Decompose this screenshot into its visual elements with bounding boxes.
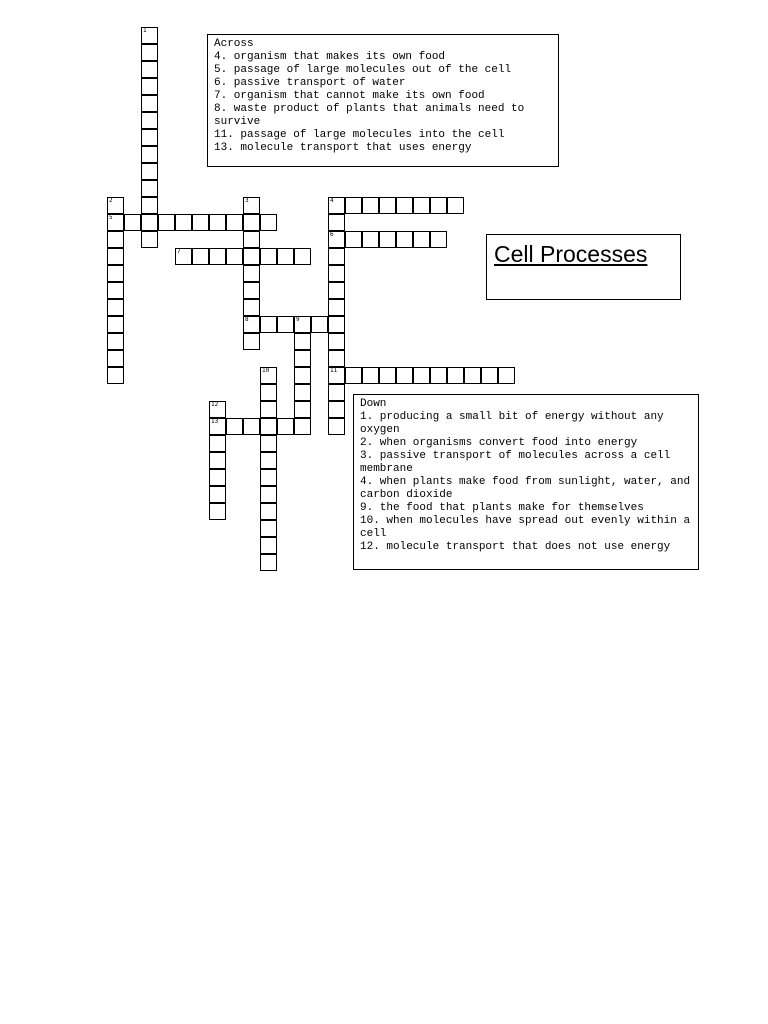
crossword-cell[interactable] [379,231,396,248]
crossword-cell[interactable] [260,316,277,333]
crossword-cell[interactable] [277,418,294,435]
across-heading: Across [214,38,254,50]
down-clues-box [353,394,699,570]
crossword-cell[interactable] [141,231,158,248]
crossword-cell[interactable] [447,367,464,384]
crossword-cell[interactable] [260,435,277,452]
across-clue: 6. passive transport of water [214,77,406,89]
crossword-cell[interactable] [379,197,396,214]
crossword-cell[interactable] [243,248,260,265]
crossword-cell[interactable] [243,214,260,231]
crossword-cell[interactable] [158,214,175,231]
crossword-cell[interactable] [260,537,277,554]
crossword-cell[interactable] [311,316,328,333]
crossword-cell[interactable] [107,316,124,333]
crossword-cell[interactable] [107,282,124,299]
crossword-cell[interactable] [277,316,294,333]
crossword-cell[interactable] [260,248,277,265]
crossword-cell[interactable] [328,197,345,214]
crossword-cell[interactable] [260,418,277,435]
crossword-cell[interactable] [107,231,124,248]
crossword-cell[interactable] [243,299,260,316]
crossword-cell[interactable] [243,316,260,333]
across-clue: 13. molecule transport that uses energy [214,142,472,154]
crossword-cell[interactable] [294,316,311,333]
crossword-cell[interactable] [175,248,192,265]
crossword-cell[interactable] [209,214,226,231]
across-clue: 4. organism that makes its own food [214,51,446,63]
across-clues-box [207,34,559,167]
down-clue: 1. producing a small bit of energy without any oxygen [360,411,664,436]
crossword-cell[interactable] [362,231,379,248]
crossword-cell[interactable] [328,350,345,367]
crossword-cell[interactable] [328,231,345,248]
clue-number: 4 [330,197,334,204]
crossword-cell[interactable] [464,367,481,384]
title-box [486,234,681,300]
crossword-cell[interactable] [209,503,226,520]
clue-number: 2 [109,197,113,204]
down-clue: 3. passive transport of molecules across a cell membrane [360,450,671,475]
crossword-cell[interactable] [294,401,311,418]
crossword-cell[interactable] [413,367,430,384]
crossword-cell[interactable] [294,333,311,350]
crossword-cell[interactable] [328,316,345,333]
crossword-cell[interactable] [124,214,141,231]
crossword-cell[interactable] [243,197,260,214]
crossword-cell[interactable] [107,350,124,367]
across-clue: 8. waste product of plants that animals need to survive [214,103,525,128]
crossword-cell[interactable] [328,214,345,231]
crossword-cell[interactable] [209,401,226,418]
crossword-cell[interactable] [413,231,430,248]
down-clue: 12. molecule transport that does not use energy [360,541,671,553]
crossword-cell[interactable] [277,248,294,265]
crossword-cell[interactable] [413,197,430,214]
crossword-cell[interactable] [396,197,413,214]
across-clue: 5. passage of large molecules out of the cell [214,64,512,76]
clue-number: 13 [211,418,219,425]
crossword-cell[interactable] [294,418,311,435]
crossword-cell[interactable] [243,418,260,435]
crossword-cell[interactable] [260,367,277,384]
crossword-cell[interactable] [141,112,158,129]
clue-number: 8 [245,316,249,323]
crossword-cell[interactable] [498,367,515,384]
down-clue: 4. when plants make food from sunlight, water, and carbon dioxide [360,476,691,501]
crossword-cell[interactable] [260,503,277,520]
crossword-cell[interactable] [141,61,158,78]
crossword-cell[interactable] [107,248,124,265]
clue-number: 10 [262,367,270,374]
crossword-cell[interactable] [362,197,379,214]
down-clue: 2. when organisms convert food into energy [360,437,638,449]
crossword-cell[interactable] [328,401,345,418]
crossword-cell[interactable] [260,214,277,231]
down-clue: 9. the food that plants make for themselves [360,502,644,514]
crossword-cell[interactable] [362,367,379,384]
crossword-cell[interactable] [328,384,345,401]
clue-number: 12 [211,401,219,408]
crossword-cell[interactable] [141,44,158,61]
crossword-cell[interactable] [260,401,277,418]
crossword-cell[interactable] [107,299,124,316]
page-title: Cell Processes [494,241,648,267]
clue-number: 11 [330,367,338,374]
crossword-cell[interactable] [294,384,311,401]
crossword-cell[interactable] [243,282,260,299]
crossword-cell[interactable] [294,248,311,265]
clue-number: 6 [330,231,334,238]
crossword-cell[interactable] [328,282,345,299]
crossword-cell[interactable] [447,197,464,214]
crossword-cell[interactable] [209,469,226,486]
crossword-cell[interactable] [141,180,158,197]
crossword-cell[interactable] [328,418,345,435]
crossword-cell[interactable] [192,248,209,265]
crossword-cell[interactable] [345,197,362,214]
crossword-cell[interactable] [328,248,345,265]
crossword-cell[interactable] [430,367,447,384]
crossword-cell[interactable] [226,418,243,435]
crossword-cell[interactable] [192,214,209,231]
crossword-cell[interactable] [141,129,158,146]
crossword-cell[interactable] [328,367,345,384]
clue-number: 1 [143,27,147,34]
crossword-cell[interactable] [107,197,124,214]
crossword-cell[interactable] [396,231,413,248]
crossword-cell[interactable] [328,333,345,350]
crossword-cell[interactable] [243,265,260,282]
crossword-cell[interactable] [243,231,260,248]
crossword-cell[interactable] [294,367,311,384]
crossword-cell[interactable] [260,452,277,469]
crossword-cell[interactable] [430,231,447,248]
crossword-cell[interactable] [260,384,277,401]
crossword-cell[interactable] [260,486,277,503]
crossword-cell[interactable] [226,248,243,265]
crossword-cell[interactable] [141,27,158,44]
crossword-cell[interactable] [209,486,226,503]
crossword-cell[interactable] [175,214,192,231]
crossword-cell[interactable] [243,333,260,350]
crossword-cell[interactable] [107,367,124,384]
crossword-cell[interactable] [209,418,226,435]
across-clue: 7. organism that cannot make its own food [214,90,485,102]
crossword-cell[interactable] [141,95,158,112]
crossword-cell[interactable] [328,265,345,282]
crossword-cell[interactable] [396,367,413,384]
crossword-cell[interactable] [226,214,243,231]
crossword-cell[interactable] [260,520,277,537]
crossword-cell[interactable] [294,350,311,367]
crossword-cell[interactable] [141,163,158,180]
crossword-cell[interactable] [345,367,362,384]
crossword-cell[interactable] [107,214,124,231]
down-heading: Down [360,398,387,410]
crossword-cell[interactable] [141,78,158,95]
crossword-cell[interactable] [209,435,226,452]
crossword-cell[interactable] [209,452,226,469]
clue-number: 3 [245,197,249,204]
crossword-cell[interactable] [209,248,226,265]
crossword-cell[interactable] [141,197,158,214]
crossword-cell[interactable] [260,554,277,571]
down-clue: 10. when molecules have spread out evenly within a cell [360,515,691,540]
crossword-cell[interactable] [345,231,362,248]
across-clue: 11. passage of large molecules into the cell [214,129,505,141]
crossword-cell[interactable] [260,469,277,486]
clue-number: 5 [109,214,113,221]
crossword-cell[interactable] [141,214,158,231]
clue-number: 9 [296,316,300,323]
crossword-cell[interactable] [379,367,396,384]
crossword-cell[interactable] [141,146,158,163]
crossword-cell[interactable] [328,299,345,316]
clue-number: 7 [177,248,181,255]
crossword-cell[interactable] [107,333,124,350]
crossword-cell[interactable] [430,197,447,214]
crossword-cell[interactable] [481,367,498,384]
crossword-cell[interactable] [107,265,124,282]
